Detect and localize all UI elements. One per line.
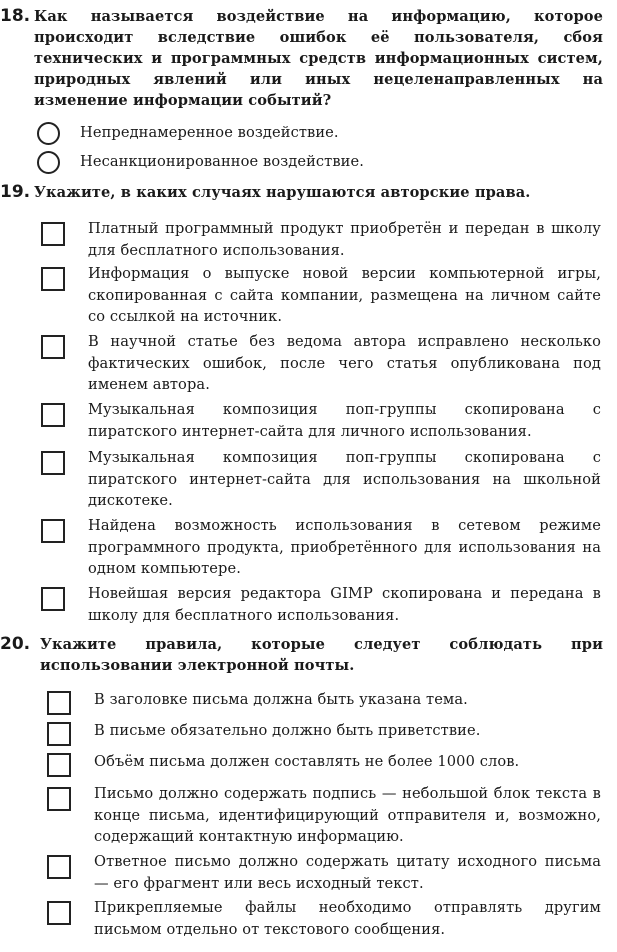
option-label: Музыкальная композиция поп-группы скопирована с пиратского интернет-сайта для личного использования. — [88, 401, 601, 440]
option-label: Найдена возможность использования в сетевом режиме программного продукта, приобретённого для использования на одном компьютере. — [88, 517, 601, 577]
option-label: Несанкционированное воздействие. — [80, 153, 364, 170]
checkbox[interactable] — [41, 267, 65, 291]
checkbox[interactable] — [47, 722, 71, 746]
option-label: Ответное письмо должно содержать цитату исходного письма — его фрагмент или весь исходный текст. — [94, 853, 601, 892]
option-label: Платный программный продукт приобретён и передан в школу для бесплатного использования. — [88, 220, 601, 259]
option-label: В научной статье без ведома автора исправлено несколько фактических ошибок, после чего статья опубликована под именем автора. — [88, 333, 601, 393]
option-label: Информация о выпуске новой версии компьютерной игры, скопированная с сайта компании, размещена на личном сайте со ссылкой на источник. — [88, 265, 601, 325]
radio-button[interactable] — [37, 151, 60, 174]
option-label: Прикрепляемые файлы необходимо отправлять другим письмом отдельно от текстового сообщения. — [94, 899, 601, 938]
question-number: 18. — [0, 6, 31, 26]
checkbox[interactable] — [41, 519, 65, 543]
radio-button[interactable] — [37, 122, 60, 145]
checkbox[interactable] — [47, 787, 71, 811]
option-label: Письмо должно содержать подпись — небольшой блок текста в конце письма, идентифицирующий отправителя и, возможно, содержащий контактную информацию. — [94, 785, 601, 845]
checkbox[interactable] — [47, 901, 71, 925]
checkbox[interactable] — [47, 691, 71, 715]
checkbox[interactable] — [41, 335, 65, 359]
question-text: Укажите правила, которые следует соблюдать при использовании электронной почты. — [40, 636, 603, 674]
checkbox[interactable] — [47, 753, 71, 777]
checkbox[interactable] — [41, 222, 65, 246]
checkbox[interactable] — [41, 403, 65, 427]
question-text: Как называется воздействие на информацию, которое происходит вследствие ошибок её пользователя, сбоя технических и программных средств информационных систем, природных явлений или иных нецеленаправленных на изменение информации событий? — [34, 8, 603, 109]
checkbox[interactable] — [41, 587, 65, 611]
option-label: В заголовке письма должна быть указана тема. — [94, 691, 468, 708]
option-label: Музыкальная композиция поп-группы скопирована с пиратского интернет-сайта для использования на школьной дискотеке. — [88, 449, 601, 509]
question-text: Укажите, в каких случаях нарушаются авторские права. — [34, 184, 531, 201]
question-number: 20. — [0, 634, 31, 654]
checkbox[interactable] — [41, 451, 65, 475]
option-label: Новейшая версия редактора GIMP скопирована и передана в школу для бесплатного использования. — [88, 585, 601, 624]
option-label: В письме обязательно должно быть приветствие. — [94, 722, 481, 739]
option-label: Объём письма должен составлять не более 1000 слов. — [94, 753, 520, 770]
option-label: Непреднамеренное воздействие. — [80, 124, 339, 141]
question-number: 19. — [0, 182, 31, 202]
checkbox[interactable] — [47, 855, 71, 879]
